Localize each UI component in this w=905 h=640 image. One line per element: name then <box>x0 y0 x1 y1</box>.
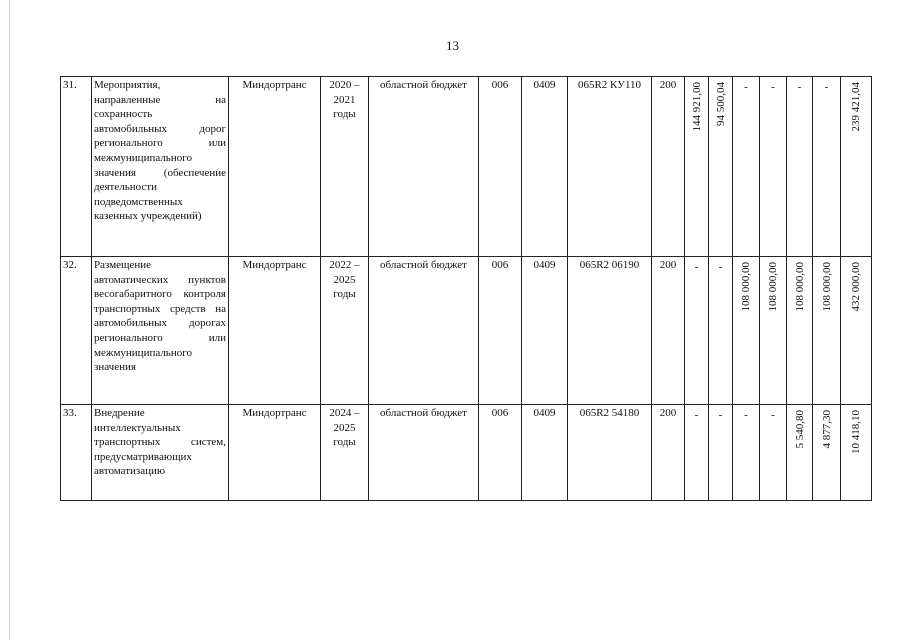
amount-value: 108 000,00 <box>767 262 779 312</box>
row-number: 32. <box>61 257 92 405</box>
amount-v2 <box>709 257 733 405</box>
amount-v1 <box>685 405 709 501</box>
executor: Миндортранс <box>229 77 321 257</box>
amount-total <box>841 405 872 501</box>
expense-type-code: 200 <box>652 77 685 257</box>
amount-total-value: 10 418,10 <box>850 410 862 454</box>
funding-source: областной бюджет <box>369 77 479 257</box>
amount-total-value: 432 000,00 <box>850 262 862 312</box>
table-body <box>61 77 872 501</box>
amount-value: 108 000,00 <box>740 262 752 312</box>
amount-v3 <box>733 405 760 501</box>
amount-value: - <box>824 81 829 93</box>
expense-type-code: 200 <box>652 405 685 501</box>
amount-value: - <box>694 261 699 273</box>
row-number: 33. <box>61 405 92 501</box>
section-code: 0409 <box>522 257 568 405</box>
table-row <box>61 77 872 257</box>
amount-v3 <box>733 77 760 257</box>
grbs-code: 006 <box>479 77 522 257</box>
target-article-code: 065R2 06190 <box>568 257 652 405</box>
amount-value: - <box>744 81 748 93</box>
amount-v6 <box>813 257 841 405</box>
expense-type-code: 200 <box>652 257 685 405</box>
amount-v6 <box>813 77 841 257</box>
amount-total <box>841 77 872 257</box>
amount-v5 <box>787 77 813 257</box>
row-number: 31. <box>61 77 92 257</box>
executor: Миндортранс <box>229 257 321 405</box>
amount-value: - <box>744 409 748 421</box>
amount-value: - <box>771 409 775 421</box>
target-article-code: 065R2 54180 <box>568 405 652 501</box>
amount-value: - <box>718 261 723 273</box>
executor: Миндортранс <box>229 405 321 501</box>
amount-value: - <box>797 81 802 93</box>
amount-value: 108 000,00 <box>793 262 806 312</box>
target-article-code: 065R2 КУ110 <box>568 77 652 257</box>
measure-name: Мероприятия, направленные на сохранность автомобильных дорог регионального или межмуниципального значения (обеспечение деятельности подведомственных казенных учреждений) <box>92 77 229 257</box>
amount-value: 94 500,04 <box>714 82 727 126</box>
section-code: 0409 <box>522 405 568 501</box>
amount-v3 <box>733 257 760 405</box>
amount-v1 <box>685 257 709 405</box>
amount-total-value: 239 421,04 <box>850 82 862 132</box>
grbs-code: 006 <box>479 257 522 405</box>
page-edge-line <box>9 0 10 640</box>
amount-v6 <box>813 405 841 501</box>
amount-value: - <box>694 409 699 421</box>
amount-v4 <box>760 77 787 257</box>
amount-v5 <box>787 257 813 405</box>
table-row <box>61 405 872 501</box>
amount-value: 144 921,00 <box>690 82 703 132</box>
amount-v4 <box>760 257 787 405</box>
funding-source: областной бюджет <box>369 257 479 405</box>
amount-v4 <box>760 405 787 501</box>
amount-v2 <box>709 77 733 257</box>
amount-value: - <box>771 81 775 93</box>
amount-value: - <box>718 409 723 421</box>
period: 2020 – 2021 годы <box>321 77 369 257</box>
table-row <box>61 257 872 405</box>
period: 2024 – 2025 годы <box>321 405 369 501</box>
grbs-code: 006 <box>479 405 522 501</box>
amount-v2 <box>709 405 733 501</box>
measure-name: Внедрение интеллектуальных транспортных систем, предусматривающих автоматизацию <box>92 405 229 501</box>
measure-name: Размещение автоматических пунктов весогабаритного контроля транспортных средств на автомобильных дорогах регионального или межмуниципального значения <box>92 257 229 405</box>
amount-v5 <box>787 405 813 501</box>
amount-value: 4 877,30 <box>820 410 833 449</box>
amount-value: 108 000,00 <box>820 262 833 312</box>
funding-source: областной бюджет <box>369 405 479 501</box>
section-code: 0409 <box>522 77 568 257</box>
amount-total <box>841 257 872 405</box>
period: 2022 – 2025 годы <box>321 257 369 405</box>
amount-v1 <box>685 77 709 257</box>
page-number: 13 <box>446 38 459 53</box>
program-table <box>60 76 872 501</box>
amount-value: 5 540,80 <box>793 410 806 449</box>
